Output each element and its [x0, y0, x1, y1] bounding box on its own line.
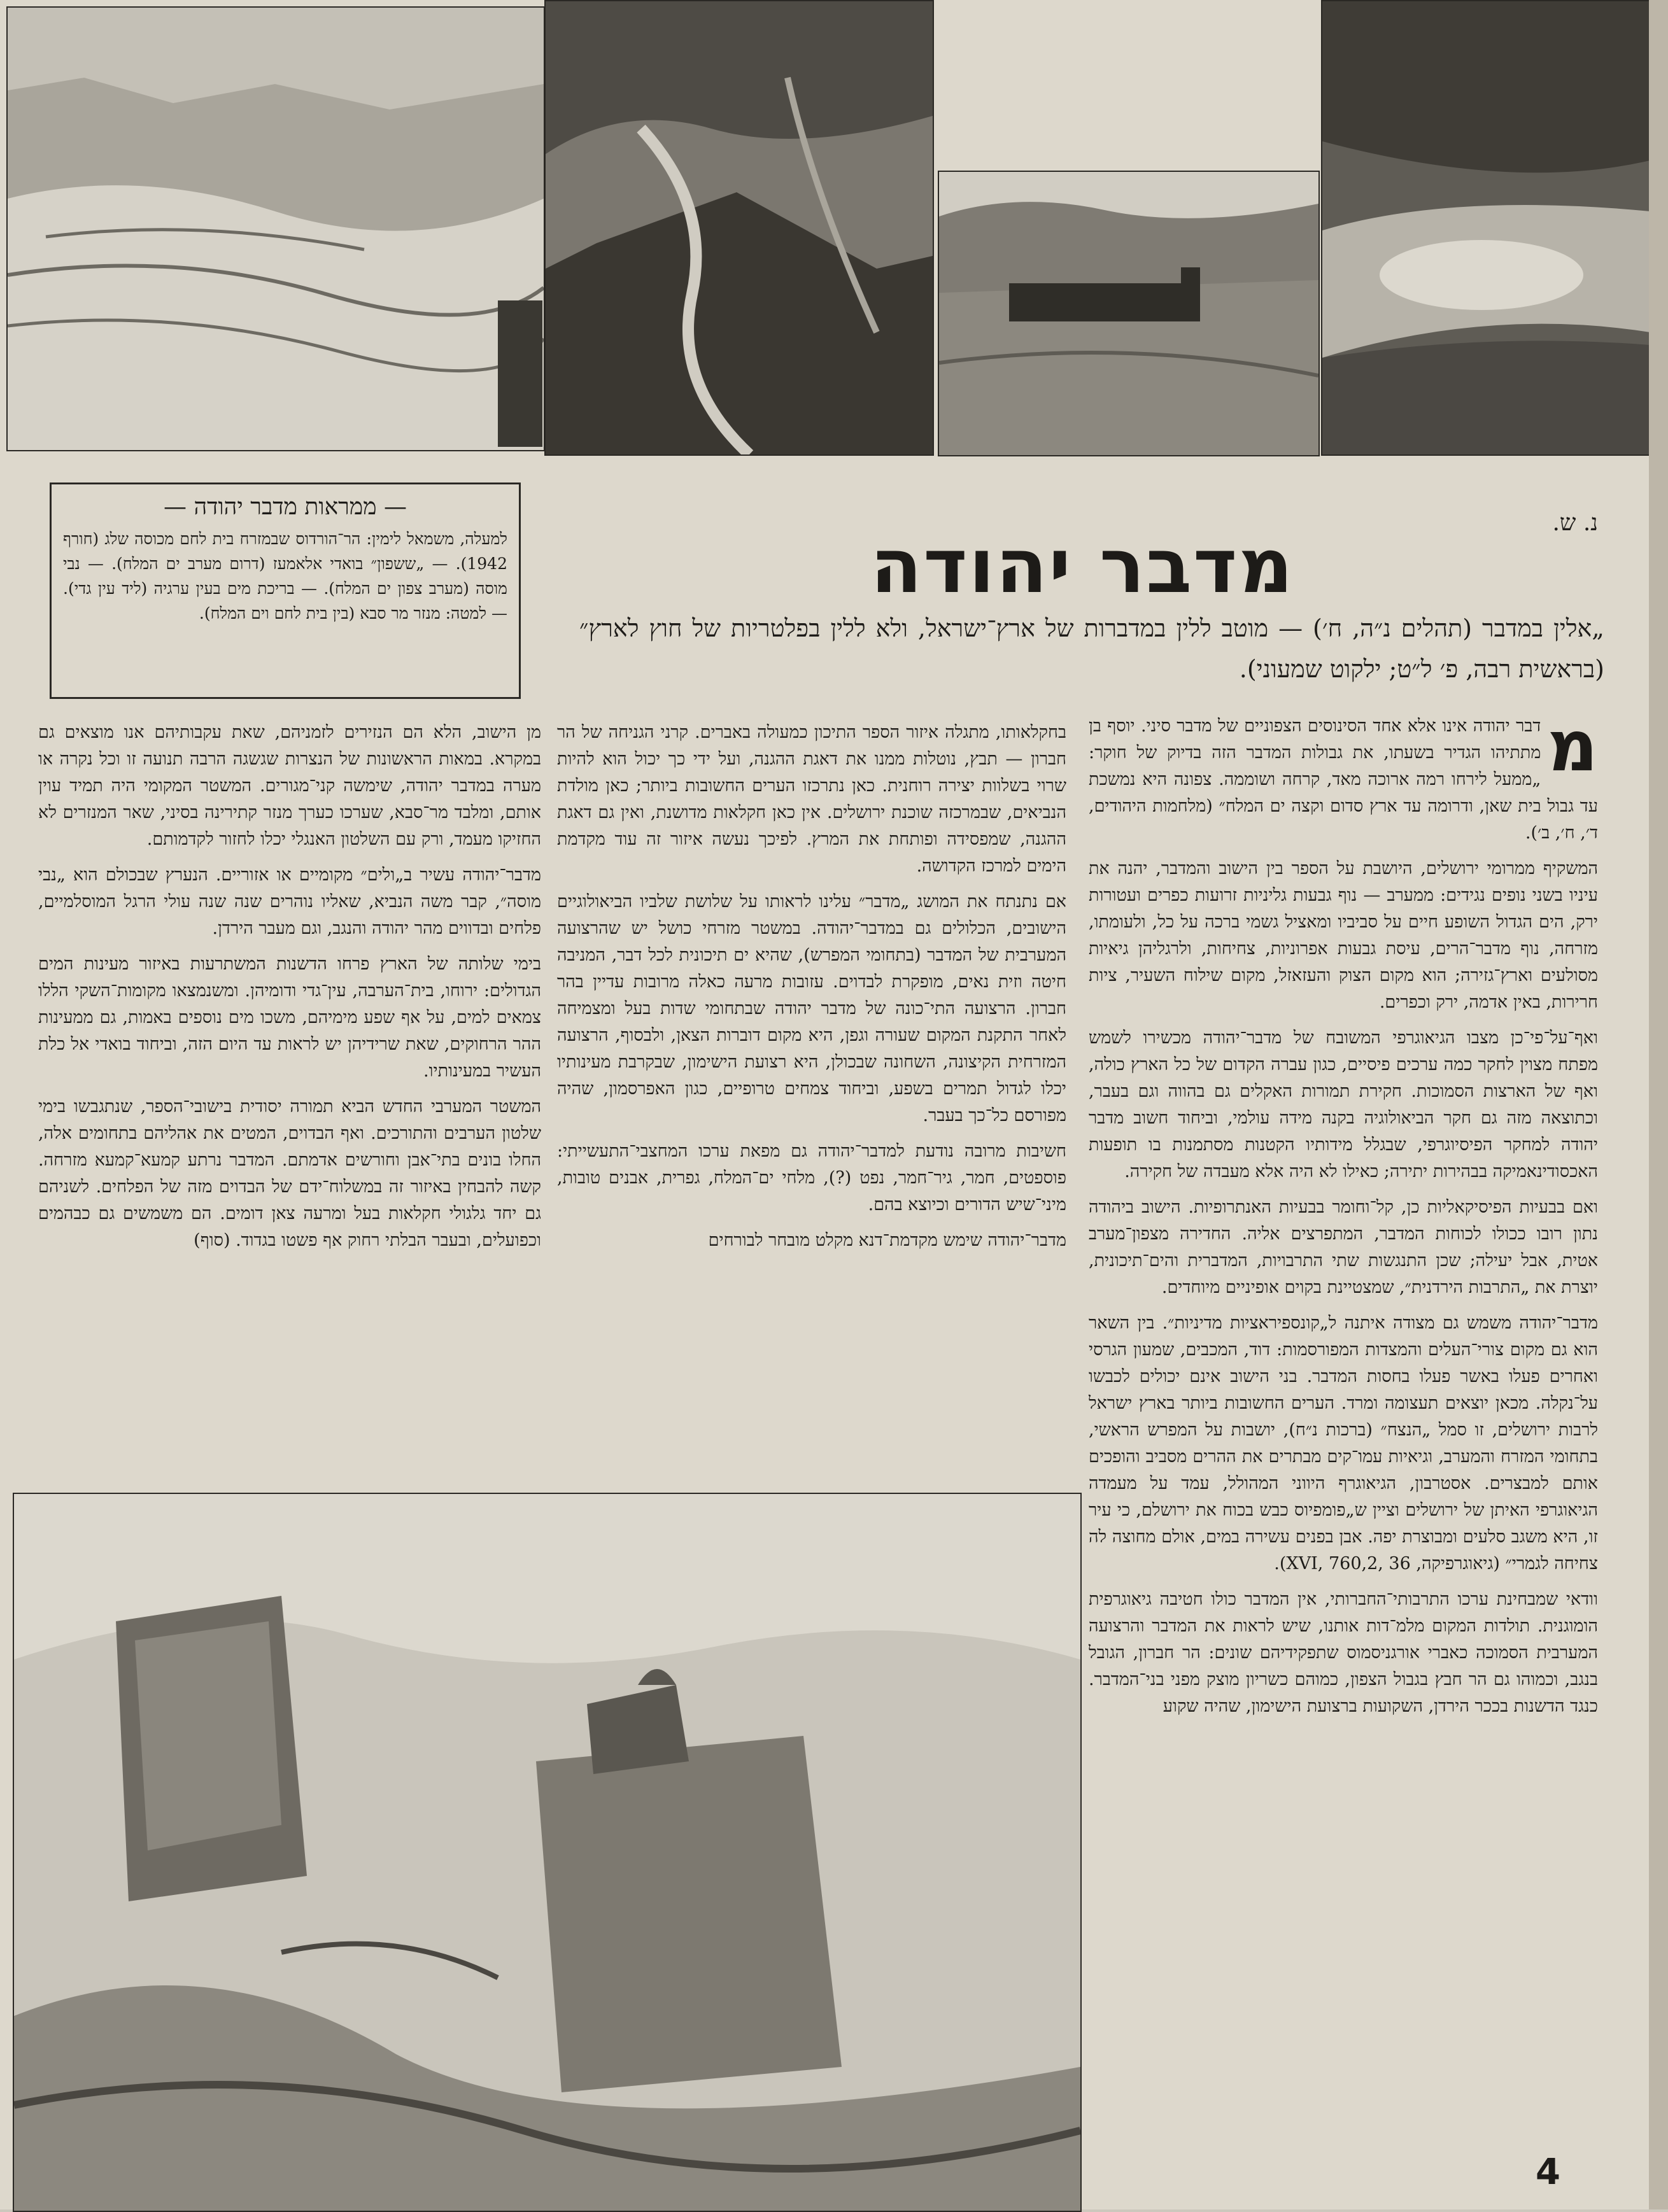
paragraph: מדבר־יהודה שימש מקדמת־דנא מקלט מובחר לבורחים: [708, 1230, 1066, 1250]
paragraph: מ דבר יהודה אינו אלא אחד הסינוסים הצפוניים של מדבר סיני. יוסף בן מתתיהו הגדיר בשעתו, את גבולות המדבר הזה בדיוק של חוקר: „ממעל לירחו רמה ארוכה מאד, קרחה ושוממה. צפונה היא נמשכת עד גבול בית שאן, ודרומה עד ארץ סדום וקצה ים המלח״ (מלחמות היהודים, ד׳, ח׳, ב׳).: [1089, 705, 1598, 843]
paragraph: חשיבות מרובה נודעת למדבר־יהודה גם מפאת ערכו המחצבי־התעשייתי: פוספטים, חמר, גיר־חמר, נפט (?), מלחי ים־המלח, גפרית, אבנים טובות, מיני־שיש הדורים וכיוצא בהם.: [557, 1141, 1066, 1215]
page-number: 4: [1536, 2152, 1560, 2193]
paragraph: אם נתנתח את המושג „מדבר״ עלינו לראותו על שלושת שלביו הביאולוגיים הישובים, הכלולים גם במדבר־יהודה. במשטר מזרחי כושל יש שהרצועה המערבית של המדבר (בתחומי המפרש), שהיא ים תיכונית לכל דבר, המניבה חיטה וזית נאים, מופקרת לבדוים. עזובות מרעה כאלה מרובות עדיין בהר חברון. הרצועה התי־כונה של מדבר יהודה שבתחומי שדות בעל ומצמיחה לאחר התקנת המקום שעורה וגפן, היא מקום דוברות הצאן, ולבסוף, הרצועה המזרחית הקיצונה, השחונה שבכולן, היא רצועת הישימון, שבקרבת מעינותיו יכלו לגדול תמרים בשפע, וביחוד צמחים טרופיים, כגון האפרסמון, שהיה מפורסם כל־כך בעבר.: [557, 892, 1066, 1125]
paragraph: ואם בבעיות הפיסיקאליות כן, קל־וחומר בבעיות האנתרופיות. הישוב ביהודה נתון רובו ככולו לכוחות המדבר, המתפרצים אליה. החדירה מצפון־מערב אטית, אבל יעילה; שכן התנגשות שתי התרבויות, המדברית והים־תיכונית, יוצרת את „התרבות הירדנית״, שמצטיינת בקוים אופיניים מיוחדים.: [1089, 1197, 1598, 1297]
article-epigraph: „אלין במדבר (תהלים נ״ה, ח׳) — מוטב ללין במדברות של ארץ־ישראל, ולא ללין בפלטריות של חוץ לארץ״ (בראשית רבה, פ׳ ל״ט; ילקוט שמעוני).: [579, 614, 1604, 683]
drop-cap: מ: [1547, 705, 1598, 787]
paragraph: המשקיף ממרומי ירושלים, היושבת על הספר בין הישוב והמדבר, יהנה את עיניו בשני נופים נגידים: ממערב — נוף גבעות גליניות זרועות כפרים ועטורות ירק, הים הגדול השופע חיים על סביביו ומאציל גשמי ברכה על כל, ולעומתו, מזרחה, נוף מדבר־הרים, עיסת גבעות אפרוניות, צחיחות, ולרגליהן גיאיות מסולעים וארץ־גזירה; הוא מקום הצוק והעזאזל, מקום שילוח השעיר, ציות חרירות, באין אדמה, ירק וכפרים.: [1089, 859, 1598, 1012]
photo-nebi-musa: [938, 171, 1320, 456]
paragraph: ואף־על־פי־כן מצבו הגיאוגרפי המשובח של מדבר־יהודה מכשירו לשמש מפתח מצוין לחקר כמה ערכים פיסיים, כגון עברה הקדום של כל הארץ כולה, ואף של הארצות הסמוכות. חקירת תמורות האקלים גם בהווה וגם בעבר, וכתוצאה מזה גם חקר הביאולוגיה בקנה מידה עולמי, וביחוד חשוב מדבר יהודה למחקר הפיסיוגרפי, שבגלל מידותיו הקטנות מסתמנות בו תופעות האכסודינאמיקה בבהירות יתירה; כאילו לא היה אלא מעבדה של חקירה.: [1089, 1028, 1598, 1181]
photo-wadi-cliffs: [544, 0, 934, 456]
article-title: מדבר יהודה: [870, 522, 1294, 610]
photo-herodion-snow: [6, 6, 545, 451]
binding-edge: [1649, 0, 1668, 2209]
article-column-1: [1089, 705, 1598, 1729]
paragraph: בחקלאותו, מתגלה איזור הספר התיכון כמעולה באברים. קרני הגניחה של הר חברון — תבץ, נוטלות ממנו את דאגת ההגנה, ועל ידי כך יכול הוא להיות שרוי בשלוות יצירה רוחנית. כאן נתרכזו הערים החשובות ביותר; כאן מולדת הנביאים, שבמרכזה שוכנת ירושלים. אין כאן חקלאות מדושנת, ואין גם דאגת ההגנה, שמפסידה ופותחת את המרץ. לפיכך נעשה איזור זה עוד מקדמת הימים למרכז הקדושה.: [557, 722, 1066, 876]
paragraph: מדבר־יהודה עשיר ב„ולים״ מקומיים או אזוריים. הנערץ שבכולם הוא „נבי מוסה״, קבר משה הנביא, שאליו נוהרים שנה שנה עולי הרגל המוסלמיים, פלחים ובדווים מהר יהודה והנגב, וגם מעבר הירדן.: [38, 865, 541, 938]
photo-pool-ein-arugot: [1321, 0, 1651, 456]
article-column-3: [38, 719, 541, 1263]
caption-body: למעלה, משמאל לימין: הר־הורדוס שבמזרח בית לחם מכוסה שלג (חורף 1942). — „ששפון״ בואדי אלאמעז (דרום מערב ים המלח). — נבי מוסה (מערב צפון ים המלח). — בריכת מים בעין ערגיה (ליד עין גדי). — למטה: מנזר מר סבא (בין בית לחם וים המלח).: [63, 530, 507, 623]
paragraph: מדבר־יהודה משמש גם מצודה איתנה ל„קונספיראציות מדיניות״. בין השאר הוא גם מקום צורי־העלים והמצדות המפורסמות: דוד, המכבים, שמעון הגרסי ואחרים פעלו באשר פעלו בחסות המדבר. בני הישוב אינם יכולים לכבשו על־נקלה. מכאן יוצאים תעצומה ומרד. הערים החשובות ביותר בארץ ישראל לרבות ירושלים, זו סמל „הנצח״ (ברכות נ״ח), יושבות על המפרש הראשי, בתחומי המזרח והמערב, וגיאיות עמו־קים מבתרים את ההרים מסביב והופכים אותם למבצרים. אסטרבון, הגיאוגרף היווני המהולל, עמד על מעמדה הגיאוגרפי האיתן של ירושלים וציין ש„פומפיוס כבש בכוח את ירושלם, כי עיר זו, היא משגב סלעים ומבוצרת יפה. אבן בפנים עשירה במים, אולם מחוצה לה צחיחה לגמרי״ (גיאוגרפיקה, XVI, 760,2, 36).: [1089, 1313, 1598, 1574]
photo-caption-box: [50, 483, 521, 699]
photo-mar-saba-monastery: [13, 1493, 1082, 2212]
paragraph: המשטר המערבי החדש הביא תמורה יסודית בישובי־הספר, שנתגבשו בימי שלטון הערבים והתורכים. ואף הבדוים, המטים את אהליהם בתחומים אלה, החלו בונים בתי־אבן וחורשים אדמתם. המדבר נרתע קמעא־קמעא מזרחה. קשה להבחין באיזור זה במשלוח־ידם של הבדוים מזה של הפלחים. לשניהם גם יחד גלגולי חקלאות בעל ומרעה צאן דומים. הם משמשים גם כבהמים וכפועלים, ובעבר הבלתי רחוק אף פשטו בגדוד. (סוף): [38, 1097, 541, 1250]
paragraph: וודאי שמבחינת ערכו התרבותי־החברותי, אין המדבר כולו חטיבה גיאוגרפית הומוגנית. תולדות המקום מלמ־דות אותנו, שיש לראות את המדבר והרצועה המערבית הסמוכה כאברי אורגניסמוס שתפקידיהם שונים: הר חברון, הגובל בנגב, וכמוהו גם הר חבץ בגבול הצפון, כמוהם כשריון מוצק מפני בני־המדבר. כנגד הדשנות בככר הירדן, השקועות ברצועת הישימון, שהיה שקוע: [1089, 1589, 1598, 1716]
article-column-2: [557, 719, 1066, 1263]
paragraph: מן הישוב, הלא הם הנזירים לזמניהם, שאת עקבותיהם אנו מוצאים גם במקרא. במאות הראשונות של הנצרות שגשגה הרבה תנועה זו וכל נקרה או מערה במדבר יהודה, שימשה קני־מגורים. המשטר המקומי היה תמיד עוין אותם, ומלבד מר־סבא, שערכו כערך מנזר קתירינה בסיני, שאר המנזרים לא החזיקו מעמד, ורק עם השלטון האנגלי יכלו לחזור לקדמותם.: [38, 722, 541, 849]
paragraph: בימי שלותה של הארץ פרחו הדשנות המשתרעות באיזור מעינות המים הגדולים: ירוחו, בית־הערבה, עין־גדי ודומיהן. ומשנמצאו מקומות־השקי הללו צמאים למים, על אף שפע מימיהם, משכו מים נוספים באמות, גם ממעינות ההר הרחוקים, שאת שרידיהן יש לראות עד היום הזה, וביחוד בואדי אל כלת העשיר במעינותיו.: [38, 954, 541, 1081]
caption-title: — ממראות מדבר יהודה —: [164, 494, 407, 520]
article-author: נ. ש.: [1552, 510, 1598, 536]
